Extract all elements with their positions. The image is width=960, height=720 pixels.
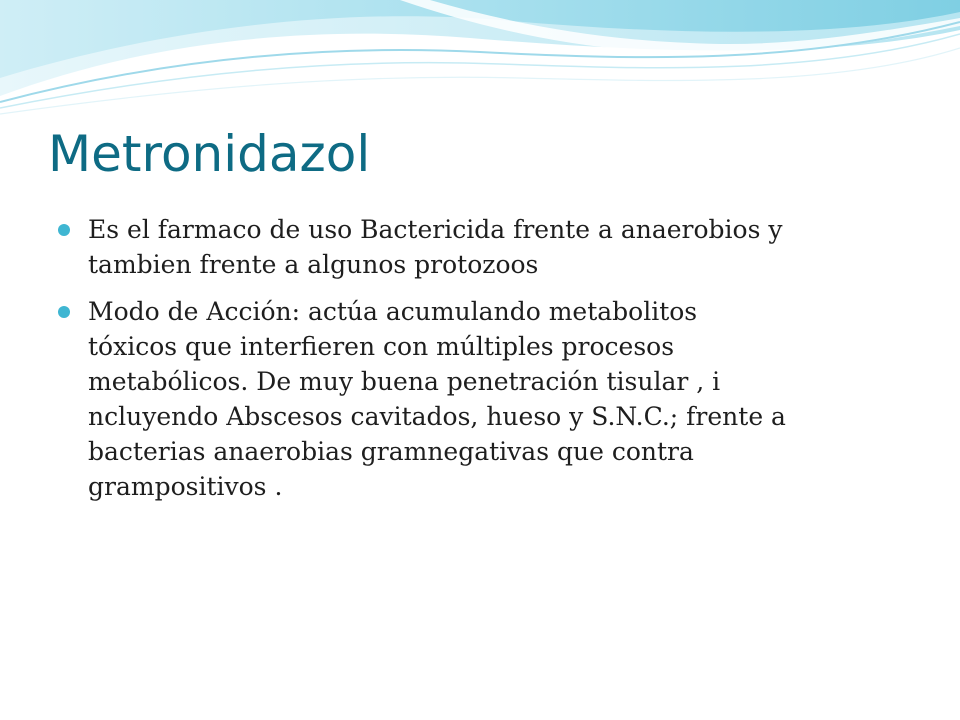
header-wave-decoration (0, 0, 960, 120)
bullet-dot-icon (58, 224, 70, 236)
bullet-line: tambien frente a algunos protozoos (88, 250, 539, 279)
bullet-line: ncluyendo Abscesos cavitados, hueso y S.N.C.; frente a (88, 402, 786, 431)
bullet-list (58, 212, 908, 516)
bullet-line: metabólicos. De muy buena penetración tisular , i (88, 367, 721, 396)
bullet-item (58, 294, 908, 504)
bullet-dot-icon (58, 306, 70, 318)
bullet-line: grampositivos . (88, 472, 283, 501)
bullet-item (58, 212, 908, 282)
bullet-line: Modo de Acción: actúa acumulando metabolitos (88, 297, 698, 326)
bullet-line: tóxicos que interfieren con múltiples procesos (88, 332, 675, 361)
bullet-line: Es el farmaco de uso Bactericida frente a anaerobios y (88, 215, 783, 244)
slide-title: Metronidazol (48, 125, 371, 183)
wave-line-3 (0, 48, 960, 114)
bullet-line: bacterias anaerobias gramnegativas que contra (88, 437, 694, 466)
